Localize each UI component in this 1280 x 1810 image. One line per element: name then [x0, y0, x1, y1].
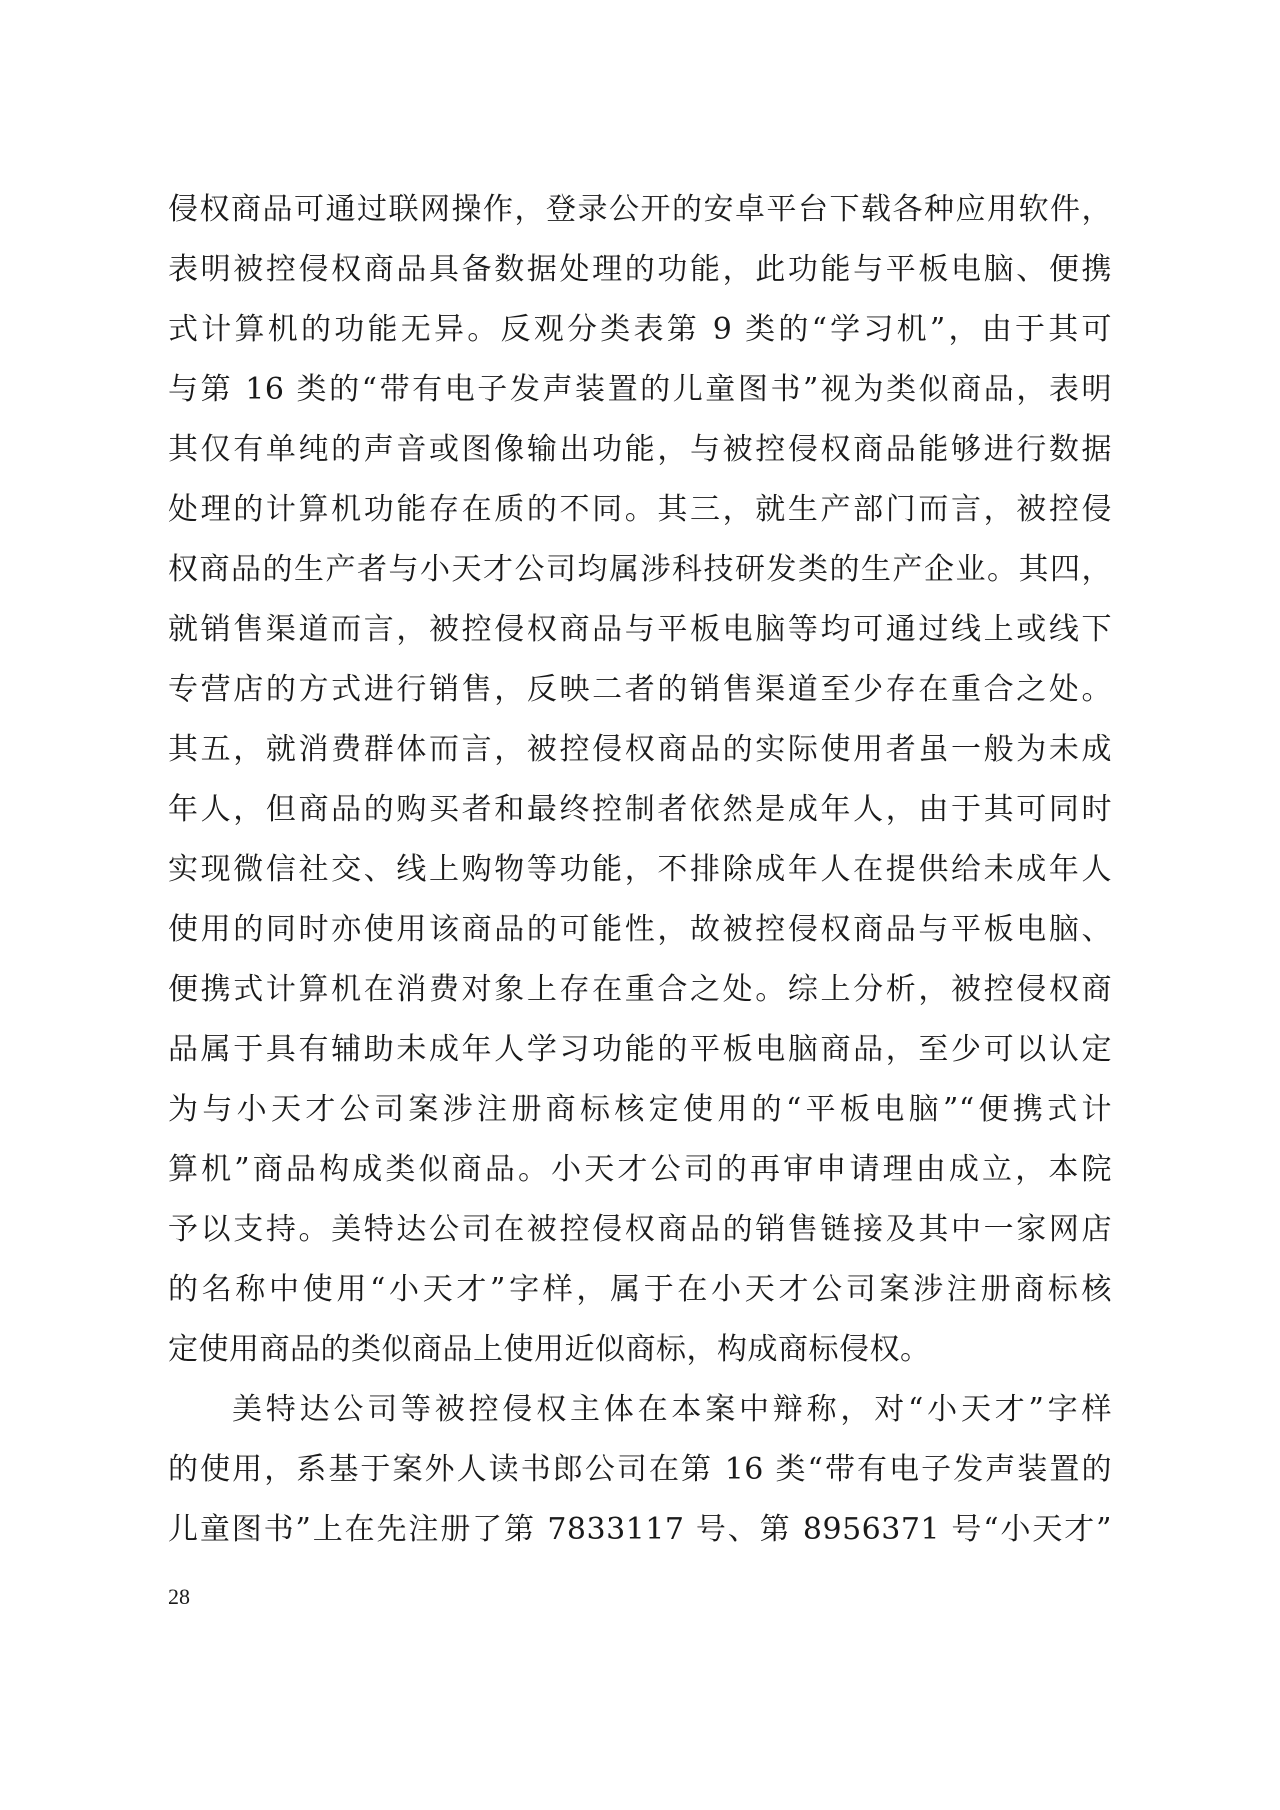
text-line: 年人，但商品的购买者和最终控制者依然是成年人，由于其可同时: [168, 792, 1112, 827]
text-line: 实现微信社交、线上购物等功能，不排除成年人在提供给未成年人: [168, 852, 1112, 887]
page-number: 28: [168, 1584, 190, 1609]
text-line: 便携式计算机在消费对象上存在重合之处。综上分析，被控侵权商: [168, 972, 1112, 1007]
text-line: 就销售渠道而言，被控侵权商品与平板电脑等均可通过线上或线下: [168, 612, 1112, 647]
text-line: 使用的同时亦使用该商品的可能性，故被控侵权商品与平板电脑、: [168, 912, 1112, 947]
text-line: 为与小天才公司案涉注册商标核定使用的“平板电脑”“便携式计: [168, 1092, 1112, 1127]
text-line: 的使用，系基于案外人读书郎公司在第 16 类“带有电子发声装置的: [168, 1452, 1112, 1487]
text-line: 品属于具有辅助未成年人学习功能的平板电脑商品，至少可以认定: [168, 1032, 1112, 1067]
text-line: 予以支持。美特达公司在被控侵权商品的销售链接及其中一家网店: [168, 1212, 1112, 1247]
text-line: 定使用商品的类似商品上使用近似商标，构成商标侵权。: [168, 1332, 931, 1367]
text-line: 专营店的方式进行销售，反映二者的销售渠道至少存在重合之处。: [168, 672, 1112, 707]
text-line: 表明被控侵权商品具备数据处理的功能，此功能与平板电脑、便携: [168, 252, 1112, 287]
text-line: 其五，就消费群体而言，被控侵权商品的实际使用者虽一般为未成: [168, 732, 1112, 767]
text-line: 处理的计算机功能存在质的不同。其三，就生产部门而言，被控侵: [168, 492, 1112, 527]
text-line: 算机”商品构成类似商品。小天才公司的再审申请理由成立，本院: [168, 1152, 1112, 1187]
text-line: 美特达公司等被控侵权主体在本案中辩称，对“小天才”字样: [232, 1392, 1112, 1427]
text-line: 其仅有单纯的声音或图像输出功能，与被控侵权商品能够进行数据: [168, 432, 1112, 467]
text-line: 儿童图书”上在先注册了第 7833117 号、第 8956371 号“小天才”: [168, 1512, 1112, 1547]
text-line: 的名称中使用“小天才”字样，属于在小天才公司案涉注册商标核: [168, 1272, 1112, 1307]
text-line: 权商品的生产者与小天才公司均属涉科技研发类的生产企业。其四，: [168, 552, 1112, 587]
text-line: 式计算机的功能无异。反观分类表第 9 类的“学习机”，由于其可: [168, 312, 1112, 347]
text-line: 与第 16 类的“带有电子发声装置的儿童图书”视为类似商品，表明: [168, 372, 1112, 407]
text-line: 侵权商品可通过联网操作，登录公开的安卓平台下载各种应用软件，: [168, 192, 1112, 227]
